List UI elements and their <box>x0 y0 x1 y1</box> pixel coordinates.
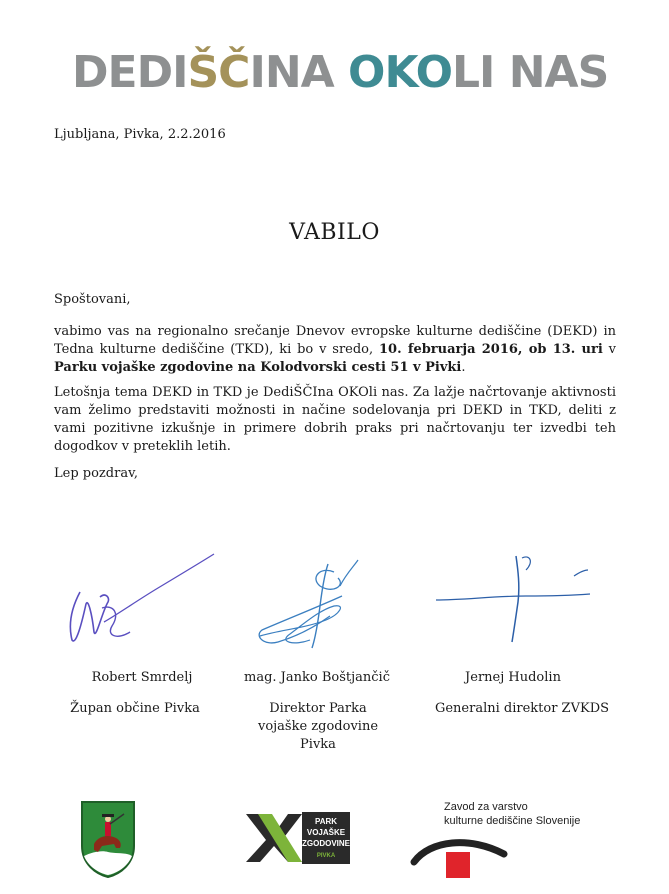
logo-text-sc: ŠČ <box>187 47 250 98</box>
zvkds-logo <box>410 800 610 880</box>
signatory-role-1: Župan občine Pivka <box>70 701 200 716</box>
invite-date-time: 10. februarja 2016, ob 13. uri <box>379 342 603 357</box>
invite-text-1: vabimo vas na regionalno srečanje Dnevov evropske kulturne dediščine (DEKD) in Tedna kulturne dediščine (TKD), ki bo v sredo, <box>54 324 616 357</box>
logo-text-oko: OKO <box>348 47 452 98</box>
signature-hudolin <box>434 550 594 650</box>
signatory-role-2: Direktor Parka vojaške zgodovine Pivka <box>257 701 379 752</box>
zvkds-text <box>444 800 580 828</box>
zvkds-line-1: Zavod za varstvo <box>444 801 528 813</box>
logo-text-ina: INA <box>249 47 349 98</box>
invite-text-2: v <box>602 342 616 357</box>
zvkds-arc-icon <box>410 830 530 880</box>
signatory-role-3: Generalni direktor ZVKDS <box>434 701 610 716</box>
park-text-2: VOJAŠKE <box>306 828 346 837</box>
pivka-coat-of-arms-icon <box>80 800 136 878</box>
invite-location: Parku vojaške zgodovine na Kolodvorski cesti 51 v Pivki <box>54 360 462 375</box>
logo-text-dedi: DEDI <box>72 47 188 98</box>
place-date: Ljubljana, Pivka, 2.2.2016 <box>54 127 226 142</box>
closing: Lep pozdrav, <box>54 466 138 481</box>
invitation-paragraph <box>54 323 616 377</box>
signatory-name-3: Jernej Hudolin <box>465 670 561 685</box>
signatory-name-1: Robert Smrdelj <box>91 670 193 685</box>
letter-title: VABILO <box>289 220 380 245</box>
park-vojaske-zgodovine-logo-icon <box>244 812 350 864</box>
invite-text-3: . <box>461 360 466 375</box>
park-text-3: ZGODOVINE <box>301 839 350 848</box>
signature-smrdelj <box>58 552 218 652</box>
park-text-4: PIVKA <box>316 853 336 859</box>
logo-text-li-nas: LI NAS <box>451 47 609 98</box>
signature-bostjancic <box>250 556 360 656</box>
signatory-name-2: mag. Janko Boštjančič <box>244 670 390 685</box>
greeting: Spoštovani, <box>54 292 131 307</box>
park-text-1: PARK <box>314 817 338 826</box>
theme-paragraph: Letošnja tema DEKD in TKD je DediŠČIna OKOli nas. Za lažje načrtovanje aktivnosti vam želimo predstaviti možnosti in načine sodelovanja pri DEKD in TKD, deliti z vami pozitivne izkušnje in primere dobrih praks pri načrtovanju ter izvedbi teh dogodkov v preteklih letih. <box>54 385 616 454</box>
zvkds-line-2: kulturne dediščine Slovenije <box>444 815 581 827</box>
header-logo <box>72 46 609 100</box>
